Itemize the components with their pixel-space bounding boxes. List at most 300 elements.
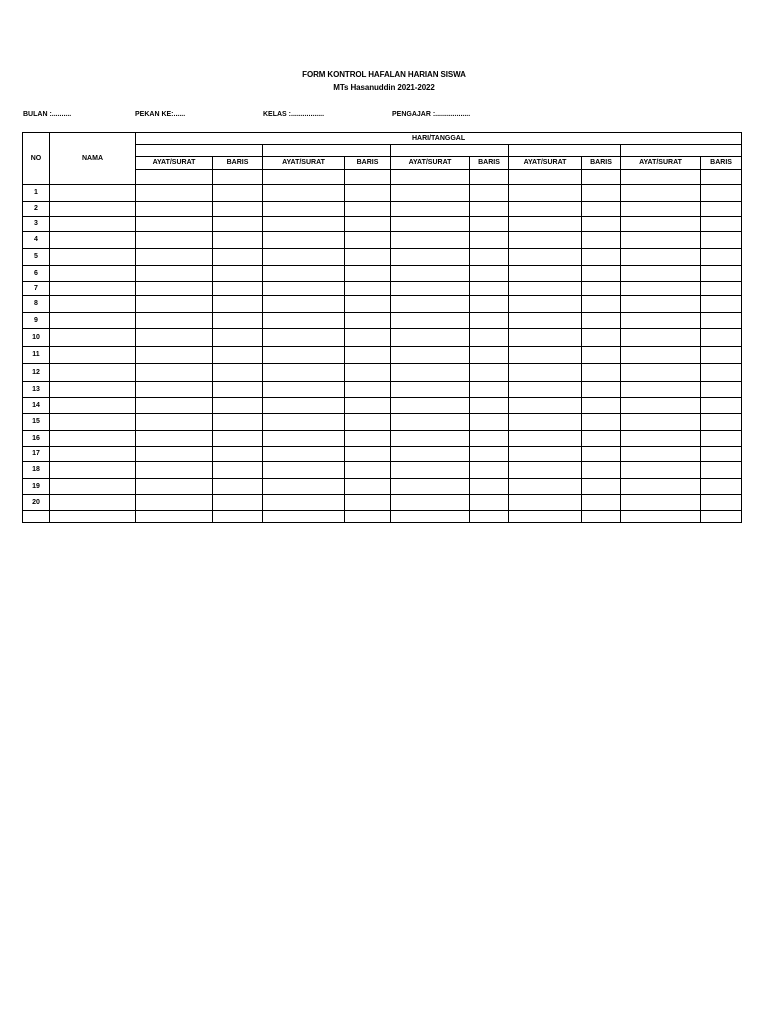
- ayat-surat-cell: [263, 329, 345, 347]
- ayat-surat-cell: [263, 431, 345, 447]
- ayat-surat-cell: [136, 398, 213, 414]
- ayat-surat-cell: [263, 202, 345, 217]
- baris-cell: [582, 232, 621, 249]
- subheader-baris: BARIS: [213, 157, 263, 170]
- table-row: [23, 266, 742, 282]
- ayat-surat-cell: [263, 462, 345, 479]
- table-row: [23, 185, 742, 202]
- baris-cell: [213, 217, 263, 232]
- ayat-surat-cell: [509, 364, 582, 382]
- ayat-surat-cell: [263, 479, 345, 495]
- nama-cell: [50, 364, 136, 382]
- baris-cell: [470, 217, 509, 232]
- baris-cell: [470, 495, 509, 511]
- empty-cell: [621, 511, 701, 523]
- ayat-surat-cell: [621, 329, 701, 347]
- baris-cell: [213, 479, 263, 495]
- ayat-surat-cell: [391, 462, 470, 479]
- ayat-surat-cell: [509, 202, 582, 217]
- nama-cell: [50, 249, 136, 266]
- nama-cell: [50, 296, 136, 313]
- nama-cell: [50, 479, 136, 495]
- ayat-surat-cell: [391, 414, 470, 431]
- ayat-surat-cell: [136, 329, 213, 347]
- baris-cell: [701, 431, 742, 447]
- baris-cell: [470, 414, 509, 431]
- row-number: 17: [23, 447, 50, 462]
- ayat-surat-cell: [136, 202, 213, 217]
- baris-cell: [701, 382, 742, 398]
- baris-cell: [213, 447, 263, 462]
- ayat-surat-cell: [391, 249, 470, 266]
- ayat-surat-cell: [136, 296, 213, 313]
- empty-cell: [391, 511, 470, 523]
- ayat-surat-cell: [136, 479, 213, 495]
- ayat-surat-cell: [621, 398, 701, 414]
- baris-cell: [470, 462, 509, 479]
- ayat-surat-cell: [263, 414, 345, 431]
- baris-cell: [701, 249, 742, 266]
- table-row: [23, 313, 742, 329]
- baris-cell: [470, 382, 509, 398]
- ayat-surat-cell: [621, 185, 701, 202]
- empty-cell: [470, 511, 509, 523]
- ayat-surat-cell: [621, 347, 701, 364]
- baris-cell: [470, 282, 509, 296]
- ayat-surat-cell: [621, 217, 701, 232]
- baris-cell: [582, 185, 621, 202]
- kelas-field: KELAS :.................: [263, 111, 325, 118]
- table-row: [23, 232, 742, 249]
- baris-cell: [582, 217, 621, 232]
- ayat-surat-cell: [509, 382, 582, 398]
- baris-cell: [582, 431, 621, 447]
- ayat-surat-cell: [509, 347, 582, 364]
- baris-cell: [582, 266, 621, 282]
- ayat-surat-cell: [136, 249, 213, 266]
- empty-cell: [391, 170, 470, 185]
- ayat-surat-cell: [509, 479, 582, 495]
- nama-cell: [50, 431, 136, 447]
- table-row: [23, 202, 742, 217]
- baris-cell: [470, 249, 509, 266]
- ayat-surat-cell: [621, 495, 701, 511]
- empty-cell: [263, 170, 345, 185]
- ayat-surat-cell: [621, 462, 701, 479]
- header-no: NO: [23, 133, 50, 185]
- ayat-surat-cell: [621, 266, 701, 282]
- baris-cell: [701, 347, 742, 364]
- ayat-surat-cell: [136, 347, 213, 364]
- empty-cell: [345, 511, 391, 523]
- ayat-surat-cell: [263, 266, 345, 282]
- ayat-surat-cell: [136, 232, 213, 249]
- ayat-surat-cell: [136, 462, 213, 479]
- baris-cell: [470, 431, 509, 447]
- table-row: [23, 347, 742, 364]
- row-number: 10: [23, 329, 50, 347]
- empty-cell: [23, 511, 50, 523]
- table-row: [23, 364, 742, 382]
- baris-cell: [470, 329, 509, 347]
- baris-cell: [701, 185, 742, 202]
- row-number: 1: [23, 185, 50, 202]
- ayat-surat-cell: [391, 398, 470, 414]
- date-cell: [621, 145, 742, 157]
- baris-cell: [213, 249, 263, 266]
- table-row: [23, 296, 742, 313]
- ayat-surat-cell: [136, 364, 213, 382]
- pengajar-field: PENGAJAR :..................: [392, 111, 471, 118]
- table-row: [23, 479, 742, 495]
- empty-cell: [136, 511, 213, 523]
- empty-cell: [470, 170, 509, 185]
- ayat-surat-cell: [263, 495, 345, 511]
- nama-cell: [50, 495, 136, 511]
- row-number: 12: [23, 364, 50, 382]
- row-number: 2: [23, 202, 50, 217]
- baris-cell: [213, 329, 263, 347]
- baris-cell: [345, 282, 391, 296]
- ayat-surat-cell: [136, 447, 213, 462]
- baris-cell: [345, 479, 391, 495]
- subheader-baris: BARIS: [345, 157, 391, 170]
- nama-cell: [50, 347, 136, 364]
- baris-cell: [213, 382, 263, 398]
- hafalan-table: [22, 132, 742, 523]
- nama-cell: [50, 329, 136, 347]
- ayat-surat-cell: [509, 431, 582, 447]
- nama-cell: [50, 185, 136, 202]
- baris-cell: [582, 462, 621, 479]
- baris-cell: [213, 266, 263, 282]
- row-number: 8: [23, 296, 50, 313]
- ayat-surat-cell: [621, 202, 701, 217]
- ayat-surat-cell: [621, 296, 701, 313]
- baris-cell: [701, 282, 742, 296]
- row-number: 16: [23, 431, 50, 447]
- baris-cell: [582, 347, 621, 364]
- baris-cell: [345, 202, 391, 217]
- ayat-surat-cell: [509, 447, 582, 462]
- ayat-surat-cell: [509, 282, 582, 296]
- ayat-surat-cell: [509, 232, 582, 249]
- subheader-ayat-surat: AYAT/SURAT: [263, 157, 345, 170]
- baris-cell: [701, 329, 742, 347]
- table-row: [23, 511, 742, 523]
- nama-cell: [50, 447, 136, 462]
- ayat-surat-cell: [621, 447, 701, 462]
- ayat-surat-cell: [621, 414, 701, 431]
- date-cell: [136, 145, 263, 157]
- baris-cell: [345, 495, 391, 511]
- ayat-surat-cell: [263, 347, 345, 364]
- baris-cell: [213, 398, 263, 414]
- table-row: [23, 249, 742, 266]
- baris-cell: [701, 296, 742, 313]
- ayat-surat-cell: [391, 329, 470, 347]
- table-row: [23, 282, 742, 296]
- baris-cell: [582, 249, 621, 266]
- row-number: 6: [23, 266, 50, 282]
- empty-cell: [509, 511, 582, 523]
- ayat-surat-cell: [621, 282, 701, 296]
- nama-cell: [50, 382, 136, 398]
- baris-cell: [701, 364, 742, 382]
- baris-cell: [213, 296, 263, 313]
- ayat-surat-cell: [391, 185, 470, 202]
- table-row: [23, 382, 742, 398]
- baris-cell: [345, 296, 391, 313]
- baris-cell: [582, 282, 621, 296]
- baris-cell: [345, 232, 391, 249]
- ayat-surat-cell: [136, 495, 213, 511]
- baris-cell: [345, 414, 391, 431]
- subheader-ayat-surat: AYAT/SURAT: [621, 157, 701, 170]
- baris-cell: [582, 495, 621, 511]
- ayat-surat-cell: [509, 414, 582, 431]
- baris-cell: [470, 202, 509, 217]
- empty-cell: [582, 170, 621, 185]
- ayat-surat-cell: [391, 202, 470, 217]
- ayat-surat-cell: [509, 398, 582, 414]
- baris-cell: [345, 462, 391, 479]
- baris-cell: [213, 313, 263, 329]
- empty-cell: [345, 170, 391, 185]
- baris-cell: [345, 347, 391, 364]
- ayat-surat-cell: [391, 431, 470, 447]
- baris-cell: [701, 232, 742, 249]
- ayat-surat-cell: [136, 431, 213, 447]
- baris-cell: [470, 266, 509, 282]
- empty-cell: [213, 511, 263, 523]
- ayat-surat-cell: [136, 266, 213, 282]
- baris-cell: [582, 479, 621, 495]
- ayat-surat-cell: [391, 232, 470, 249]
- baris-cell: [213, 347, 263, 364]
- ayat-surat-cell: [391, 296, 470, 313]
- empty-cell: [582, 511, 621, 523]
- row-number: 7: [23, 282, 50, 296]
- ayat-surat-cell: [509, 266, 582, 282]
- baris-cell: [470, 296, 509, 313]
- ayat-surat-cell: [509, 296, 582, 313]
- row-number: 14: [23, 398, 50, 414]
- subheader-ayat-surat: AYAT/SURAT: [391, 157, 470, 170]
- ayat-surat-cell: [391, 217, 470, 232]
- baris-cell: [701, 447, 742, 462]
- subheader-baris: BARIS: [701, 157, 742, 170]
- baris-cell: [213, 495, 263, 511]
- ayat-surat-cell: [391, 447, 470, 462]
- table-row: [23, 329, 742, 347]
- nama-cell: [50, 313, 136, 329]
- baris-cell: [701, 313, 742, 329]
- baris-cell: [470, 185, 509, 202]
- ayat-surat-cell: [263, 313, 345, 329]
- ayat-surat-cell: [136, 414, 213, 431]
- ayat-surat-cell: [621, 313, 701, 329]
- nama-cell: [50, 202, 136, 217]
- date-cell: [391, 145, 509, 157]
- ayat-surat-cell: [391, 282, 470, 296]
- empty-cell: [701, 170, 742, 185]
- baris-cell: [213, 462, 263, 479]
- empty-cell: [509, 170, 582, 185]
- row-number: 19: [23, 479, 50, 495]
- table-row: [23, 447, 742, 462]
- empty-cell: [263, 511, 345, 523]
- baris-cell: [345, 447, 391, 462]
- subheader-baris: BARIS: [470, 157, 509, 170]
- ayat-surat-cell: [621, 479, 701, 495]
- baris-cell: [213, 364, 263, 382]
- baris-cell: [345, 313, 391, 329]
- baris-cell: [345, 382, 391, 398]
- ayat-surat-cell: [263, 217, 345, 232]
- nama-cell: [50, 282, 136, 296]
- form-subtitle: MTs Hasanuddin 2021-2022: [333, 83, 435, 92]
- ayat-surat-cell: [391, 364, 470, 382]
- table-row: [23, 414, 742, 431]
- ayat-surat-cell: [263, 398, 345, 414]
- baris-cell: [213, 414, 263, 431]
- empty-cell: [621, 170, 701, 185]
- nama-cell: [50, 266, 136, 282]
- nama-cell: [50, 232, 136, 249]
- baris-cell: [582, 382, 621, 398]
- subheader-ayat-surat: AYAT/SURAT: [509, 157, 582, 170]
- baris-cell: [701, 217, 742, 232]
- baris-cell: [345, 329, 391, 347]
- bulan-field: BULAN :..........: [23, 111, 72, 118]
- baris-cell: [213, 431, 263, 447]
- empty-cell: [136, 170, 213, 185]
- date-cell: [263, 145, 391, 157]
- form-title: FORM KONTROL HAFALAN HARIAN SISWA: [302, 70, 466, 79]
- table-row: [23, 431, 742, 447]
- nama-cell: [50, 217, 136, 232]
- table-header-row: [23, 133, 742, 145]
- ayat-surat-cell: [136, 313, 213, 329]
- empty-cell: [213, 170, 263, 185]
- table-row: [23, 495, 742, 511]
- header-nama: NAMA: [50, 133, 136, 185]
- ayat-surat-cell: [263, 447, 345, 462]
- baris-cell: [345, 398, 391, 414]
- header-hari-tanggal: HARI/TANGGAL: [136, 133, 742, 145]
- ayat-surat-cell: [621, 382, 701, 398]
- ayat-surat-cell: [263, 296, 345, 313]
- baris-cell: [701, 398, 742, 414]
- baris-cell: [470, 313, 509, 329]
- ayat-surat-cell: [621, 232, 701, 249]
- baris-cell: [582, 364, 621, 382]
- pekan-field: PEKAN KE:......: [135, 111, 186, 118]
- baris-cell: [345, 364, 391, 382]
- ayat-surat-cell: [509, 495, 582, 511]
- ayat-surat-cell: [391, 266, 470, 282]
- row-number: 4: [23, 232, 50, 249]
- row-number: 20: [23, 495, 50, 511]
- ayat-surat-cell: [621, 364, 701, 382]
- row-number: 13: [23, 382, 50, 398]
- ayat-surat-cell: [509, 217, 582, 232]
- baris-cell: [470, 398, 509, 414]
- row-number: 5: [23, 249, 50, 266]
- ayat-surat-cell: [391, 382, 470, 398]
- row-number: 9: [23, 313, 50, 329]
- baris-cell: [582, 447, 621, 462]
- baris-cell: [582, 398, 621, 414]
- ayat-surat-cell: [263, 364, 345, 382]
- nama-cell: [50, 462, 136, 479]
- baris-cell: [470, 347, 509, 364]
- row-number: 18: [23, 462, 50, 479]
- table-row: [23, 217, 742, 232]
- baris-cell: [470, 364, 509, 382]
- baris-cell: [582, 329, 621, 347]
- baris-cell: [582, 202, 621, 217]
- baris-cell: [470, 232, 509, 249]
- ayat-surat-cell: [136, 282, 213, 296]
- ayat-surat-cell: [136, 382, 213, 398]
- ayat-surat-cell: [391, 347, 470, 364]
- baris-cell: [470, 447, 509, 462]
- ayat-surat-cell: [263, 382, 345, 398]
- baris-cell: [213, 282, 263, 296]
- ayat-surat-cell: [136, 217, 213, 232]
- empty-cell: [701, 511, 742, 523]
- baris-cell: [582, 296, 621, 313]
- table-row: [23, 462, 742, 479]
- baris-cell: [345, 217, 391, 232]
- ayat-surat-cell: [263, 249, 345, 266]
- baris-cell: [701, 479, 742, 495]
- empty-cell: [50, 511, 136, 523]
- ayat-surat-cell: [263, 232, 345, 249]
- ayat-surat-cell: [391, 495, 470, 511]
- ayat-surat-cell: [136, 185, 213, 202]
- row-number: 15: [23, 414, 50, 431]
- baris-cell: [345, 266, 391, 282]
- baris-cell: [701, 202, 742, 217]
- ayat-surat-cell: [263, 185, 345, 202]
- ayat-surat-cell: [391, 479, 470, 495]
- date-cell: [509, 145, 621, 157]
- baris-cell: [701, 266, 742, 282]
- baris-cell: [701, 495, 742, 511]
- ayat-surat-cell: [509, 329, 582, 347]
- ayat-surat-cell: [509, 462, 582, 479]
- ayat-surat-cell: [621, 249, 701, 266]
- subheader-baris: BARIS: [582, 157, 621, 170]
- ayat-surat-cell: [263, 282, 345, 296]
- ayat-surat-cell: [509, 185, 582, 202]
- baris-cell: [701, 462, 742, 479]
- baris-cell: [470, 479, 509, 495]
- baris-cell: [213, 185, 263, 202]
- baris-cell: [345, 185, 391, 202]
- baris-cell: [582, 313, 621, 329]
- nama-cell: [50, 398, 136, 414]
- baris-cell: [701, 414, 742, 431]
- baris-cell: [582, 414, 621, 431]
- nama-cell: [50, 414, 136, 431]
- subheader-ayat-surat: AYAT/SURAT: [136, 157, 213, 170]
- baris-cell: [345, 249, 391, 266]
- baris-cell: [213, 202, 263, 217]
